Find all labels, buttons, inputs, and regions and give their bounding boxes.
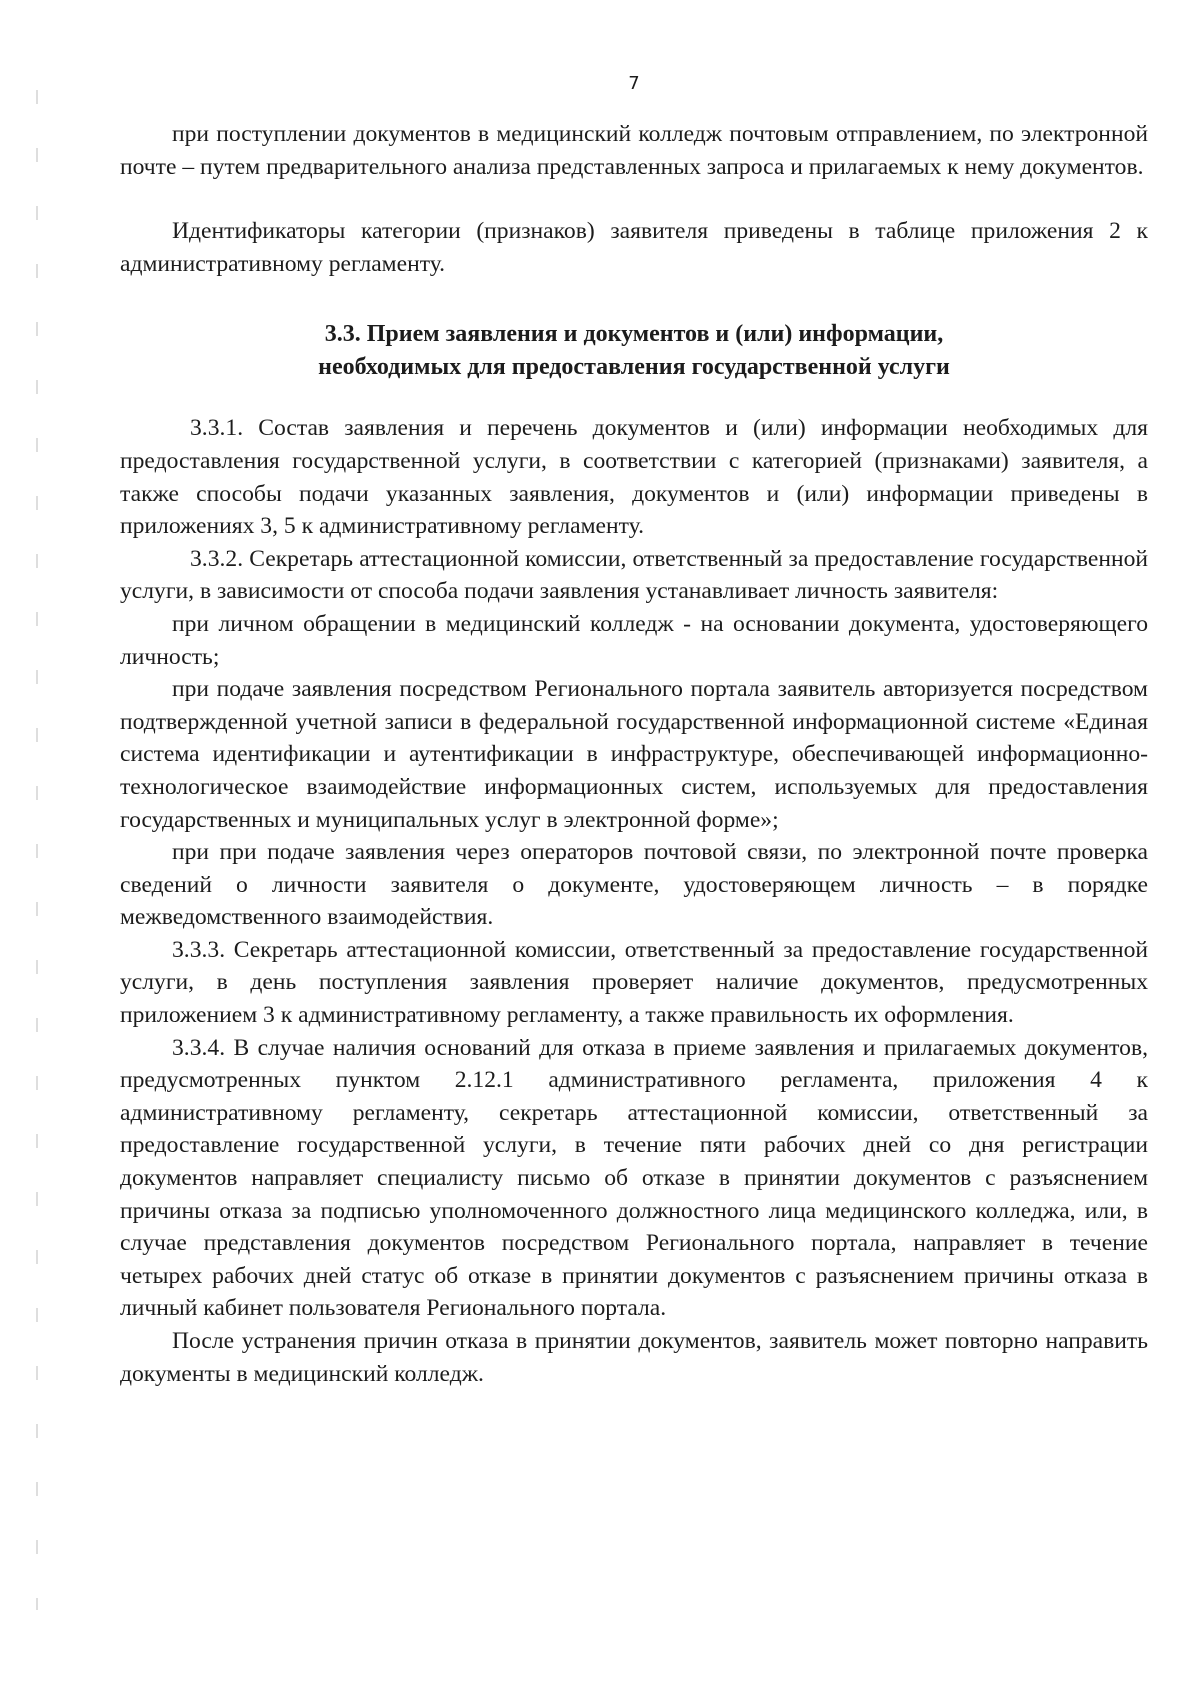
section-heading-line-1: 3.3. Прием заявления и документов и (или) информации, [324,321,944,348]
clause-3-3-3: 3.3.3. Секретарь аттестационной комиссии, ответственный за предоставление государственной услуги, в день поступления заявления проверяет наличие документов, предусмотренных приложением 3 к административному регламенту, а также правильность их оформления. [120,936,1148,1029]
paragraph-identifiers: Идентификаторы категории (признаков) заявителя приведены в таблице приложения 2 к административному регламенту. [120,218,1148,277]
clause-3-3-1: 3.3.1. Состав заявления и перечень документов и (или) информации необходимых для предоставления государственной услуги, в соответствии с категорией (признаками) заявителя, а также способы подачи указанных заявления, документов и (или) информации приведены в приложениях 3, 5 к административному регламенту. [120,415,1148,540]
clause-3-3-4: 3.3.4. В случае наличия оснований для отказа в приеме заявления и прилагаемых документов, предусмотренных пунктом 2.12.1 административного регламента, приложения 4 к административному регламенту, секретарь аттестационной комиссии, ответственный за предоставление государственной услуги, в течение пяти рабочих дней со дня регистрации документов направляет специалисту письмо об отказе в принятии документов с разъяснением причины отказа за подписью уполномоченного должностного лица медицинского колледжа, или, в случае представления документов посредством Регионального портала, направляет в течение четырех рабочих дней статус об отказе в принятии документов с разъяснением причины отказа в личный кабинет пользователя Регионального портала. [120,1034,1148,1322]
page-number: 7 [628,73,640,94]
paragraph-intro: при поступлении документов в медицинский колледж почтовым отправлением, по электронной почте – путем предварительного анализа представленных запроса и прилагаемых к нему документов. [120,121,1148,180]
paragraph-final: После устранения причин отказа в принятии документов, заявитель может повторно направить документы в медицинский колледж. [120,1328,1148,1387]
clause-3-3-2-post: при при подаче заявления через операторов почтовой связи, по электронной почте проверка сведений о личности заявителя о документе, удостоверяющем личность – в порядке межведомственного взаимодействия. [120,839,1148,931]
section-heading-line-2: необходимых для предоставления государственной услуги [318,354,950,381]
clause-3-3-2: 3.3.2. Секретарь аттестационной комиссии, ответственный за предоставление государственной услуги, в зависимости от способа подачи заявления устанавливает личность заявителя: [120,545,1148,605]
clause-3-3-2-portal: при подаче заявления посредством Регионального портала заявитель авторизуется посредством подтвержденной учетной записи в федеральной государственной информационной системе «Единая система идентификации и аутентификации в инфраструктуре, обеспечивающей информационно-технологическое взаимодействие информационных систем, используемых для предоставления государственных и муниципальных услуг в электронной форме»; [120,676,1148,833]
clause-3-3-2-personal: при личном обращении в медицинский колледж - на основании документа, удостоверяющего личность; [120,610,1148,670]
section-heading [120,318,1148,384]
